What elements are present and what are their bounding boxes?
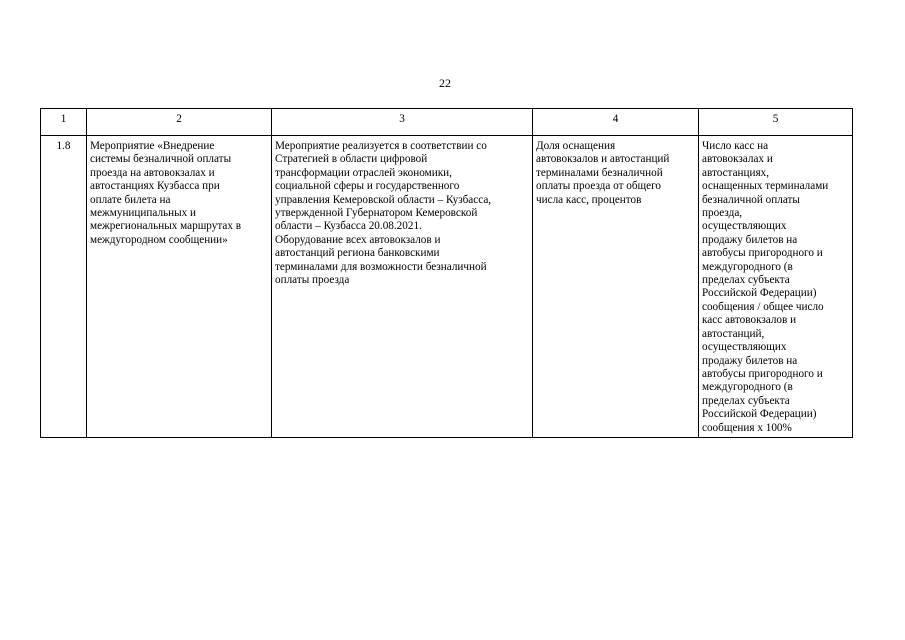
table-header-row — [41, 109, 853, 136]
table-row — [41, 136, 853, 438]
indicator-cell: Доля оснащения автовокзалов и автостанций терминалами безналичной оплаты проезда от общего числа касс, процентов — [533, 136, 699, 438]
header-col-5: 5 — [699, 109, 853, 136]
activity-cell: Мероприятие «Внедрение системы безналичной оплаты проезда на автовокзалах и автостанциях Кузбасса при оплате билета на межмуниципальных и межрегиональных маршрутах в междугородном сообщении» — [87, 136, 272, 438]
measures-table — [40, 108, 853, 438]
header-col-1: 1 — [41, 109, 87, 136]
formula-cell: Число касс на автовокзалах и автостанциях, оснащенных терминалами безналичной оплаты проезда, осуществляющих продажу билетов на автобусы пригородного и междугородного (в пределах субъекта Российской Федерации) сообщения / общее число касс автовокзалов и автостанций, осуществляющих продажу билетов на автобусы пригородного и междугородного (в пределах субъекта Российской Федерации) сообщения х 100% — [699, 136, 853, 438]
row-number-cell: 1.8 — [41, 136, 87, 438]
header-col-2: 2 — [87, 109, 272, 136]
header-col-4: 4 — [533, 109, 699, 136]
page-number: 22 — [439, 76, 451, 90]
description-cell: Мероприятие реализуется в соответствии со Стратегией в области цифровой трансформации отраслей экономики, социальной сферы и государственного управления Кемеровской области – Кузбасса, утвержденной Губернатором Кемеровской области – Кузбасса 20.08.2021. Оборудование всех автовокзалов и автостанций региона банковскими терминалами для возможности безналичной оплаты проезда — [272, 136, 533, 438]
header-col-3: 3 — [272, 109, 533, 136]
